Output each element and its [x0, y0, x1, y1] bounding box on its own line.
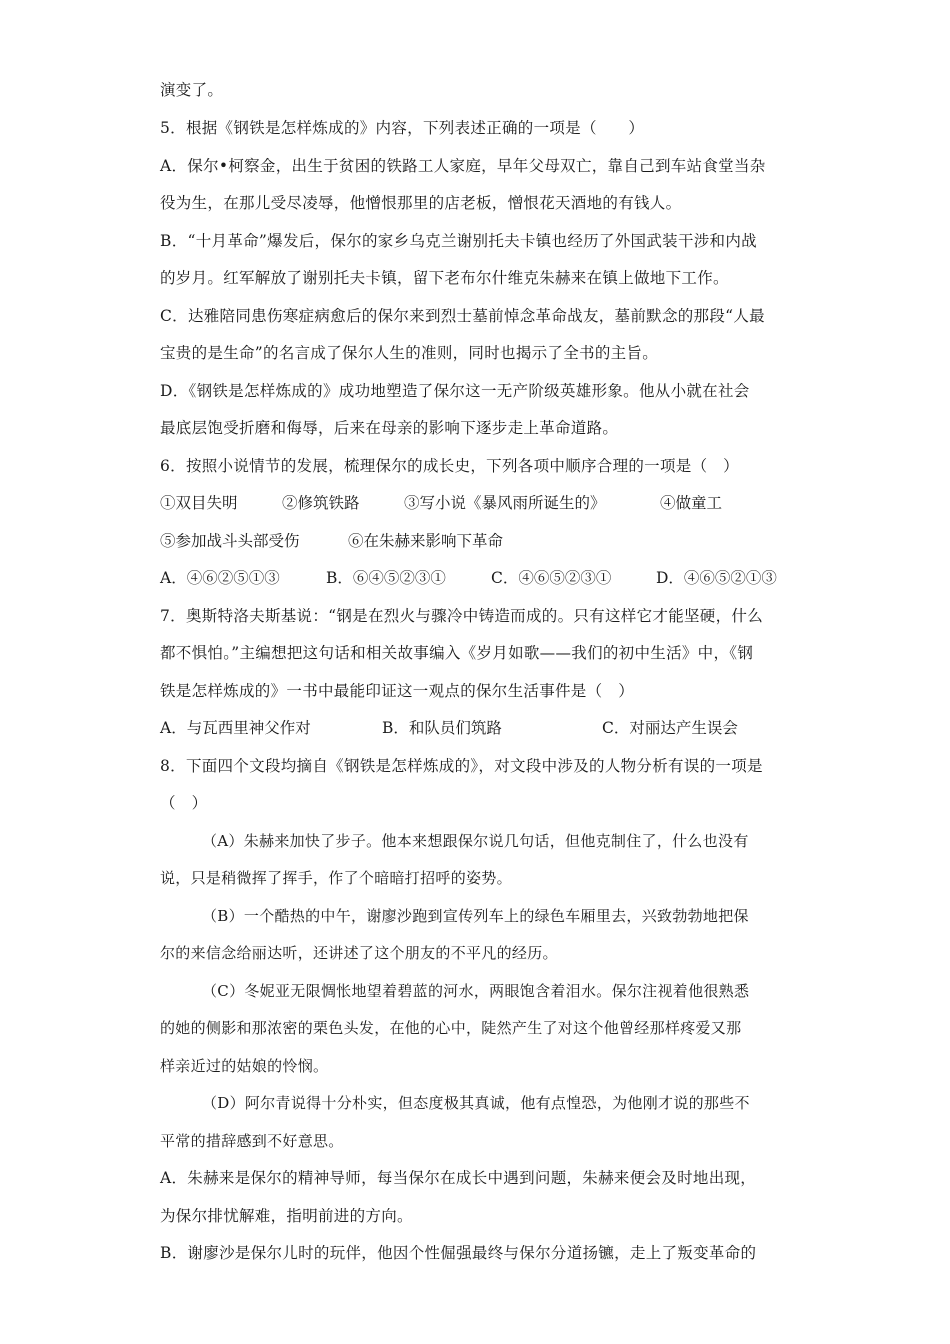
excerpt-b: （B）一个酷热的中午，谢廖沙跑到宣传列车上的绿色车厢里去，兴致勃勃地把保	[202, 907, 749, 925]
q8-option-b: B．谢廖沙是保尔儿时的玩伴，他因个性倔强最终与保尔分道扬镳，走上了叛变革命的	[160, 1244, 757, 1262]
excerpt-a-cont: 说，只是稍微挥了挥手，作了个暗暗打招呼的姿势。	[160, 869, 512, 887]
q6-event-5: ⑤参加战斗头部受伤	[160, 532, 300, 550]
question-8-cont: （ ）	[160, 794, 208, 812]
question-7-cont: 都不惧怕。”主编想把这句话和相关故事编入《岁月如歌——我们的初中生活》中，《钢	[160, 644, 754, 662]
q6-option-c: C．④⑥⑤②③①	[491, 569, 612, 587]
question-7-cont: 铁是怎样炼成的》一书中最能印证这一观点的保尔生活事件是（ ）	[160, 682, 635, 700]
q6-event-4: ④做童工	[660, 494, 723, 512]
q6-event-3: ③写小说《暴风雨所诞生的》	[404, 494, 606, 512]
q8-option-a-cont: 为保尔排忧解难，指明前进的方向。	[160, 1207, 413, 1225]
question-8: 8．下面四个文段均摘自《钢铁是怎样炼成的》，对文段中涉及的人物分析有误的一项是	[160, 757, 763, 775]
q5-option-d-cont: 最底层饱受折磨和侮辱，后来在母亲的影响下逐步走上革命道路。	[160, 419, 619, 437]
q5-option-c-cont: 宝贵的是生命”的名言成了保尔人生的准则，同时也揭示了全书的主旨。	[160, 344, 659, 362]
question-6: 6．按照小说情节的发展，梳理保尔的成长史，下列各项中顺序合理的一项是（ ）	[160, 457, 739, 475]
excerpt-d-cont: 平常的措辞感到不好意思。	[160, 1132, 344, 1150]
excerpt-d: （D）阿尔青说得十分朴实，但态度极其真诚，他有点惶恐，为他刚才说的那些不	[202, 1094, 750, 1112]
q8-option-a: A．朱赫来是保尔的精神导师，每当保尔在成长中遇到问题，朱赫来便会及时地出现，	[160, 1169, 757, 1187]
q7-option-c: C．对丽达产生误会	[602, 719, 738, 737]
text-line: 演变了。	[160, 81, 224, 99]
q6-event-2: ②修筑铁路	[282, 494, 360, 512]
q7-option-b: B．和队员们筑路	[382, 719, 502, 737]
excerpt-c-cont: 的她的侧影和那浓密的栗色头发，在他的心中，陡然产生了对这个他曾经那样疼爱又那	[160, 1019, 742, 1037]
q5-option-d: D．《钢铁是怎样炼成的》成功地塑造了保尔这一无产阶级英雄形象。他从小就在社会	[160, 382, 750, 400]
q5-option-c: C．达雅陪同患伤寒症病愈后的保尔来到烈士墓前悼念革命战友，墓前默念的那段“人最	[160, 307, 765, 325]
excerpt-c-cont: 样亲近过的姑娘的怜悯。	[160, 1057, 329, 1075]
question-7: 7．奥斯特洛夫斯基说：“钢是在烈火与骤冷中铸造而成的。只有这样它才能坚硬，什么	[160, 607, 763, 625]
excerpt-b-cont: 尔的来信念给丽达听，还讲述了这个朋友的不平凡的经历。	[160, 944, 558, 962]
q5-option-a: A．保尔•柯察金，出生于贫困的铁路工人家庭，早年父母双亡，靠自己到车站食堂当杂	[160, 157, 766, 175]
q5-option-b-cont: 的岁月。红军解放了谢别托夫卡镇，留下老布尔什维克朱赫来在镇上做地下工作。	[160, 269, 729, 287]
q5-option-a-cont: 役为生，在那儿受尽凌辱，他憎恨那里的店老板，憎恨花天酒地的有钱人。	[160, 194, 682, 212]
q5-option-b: B．“十月革命”爆发后，保尔的家乡乌克兰谢别托夫卡镇也经历了外国武装干涉和内战	[160, 232, 757, 250]
excerpt-c: （C）冬妮亚无限惆怅地望着碧蓝的河水，两眼饱含着泪水。保尔注视着他很熟悉	[202, 982, 750, 1000]
question-5: 5．根据《钢铁是怎样炼成的》内容，下列表述正确的一项是（ ）	[160, 119, 645, 137]
excerpt-a: （A）朱赫来加快了步子。他本来想跟保尔说几句话，但他克制住了，什么也没有	[202, 832, 749, 850]
q7-option-a: A．与瓦西里神父作对	[160, 719, 311, 737]
q6-option-a: A．④⑥②⑤①③	[160, 569, 280, 587]
q6-option-d: D．④⑥⑤②①③	[656, 569, 777, 587]
q6-event-1: ①双目失明	[160, 494, 238, 512]
q6-event-6: ⑥在朱赫来影响下革命	[348, 532, 504, 550]
q6-option-b: B．⑥④⑤②③①	[326, 569, 446, 587]
